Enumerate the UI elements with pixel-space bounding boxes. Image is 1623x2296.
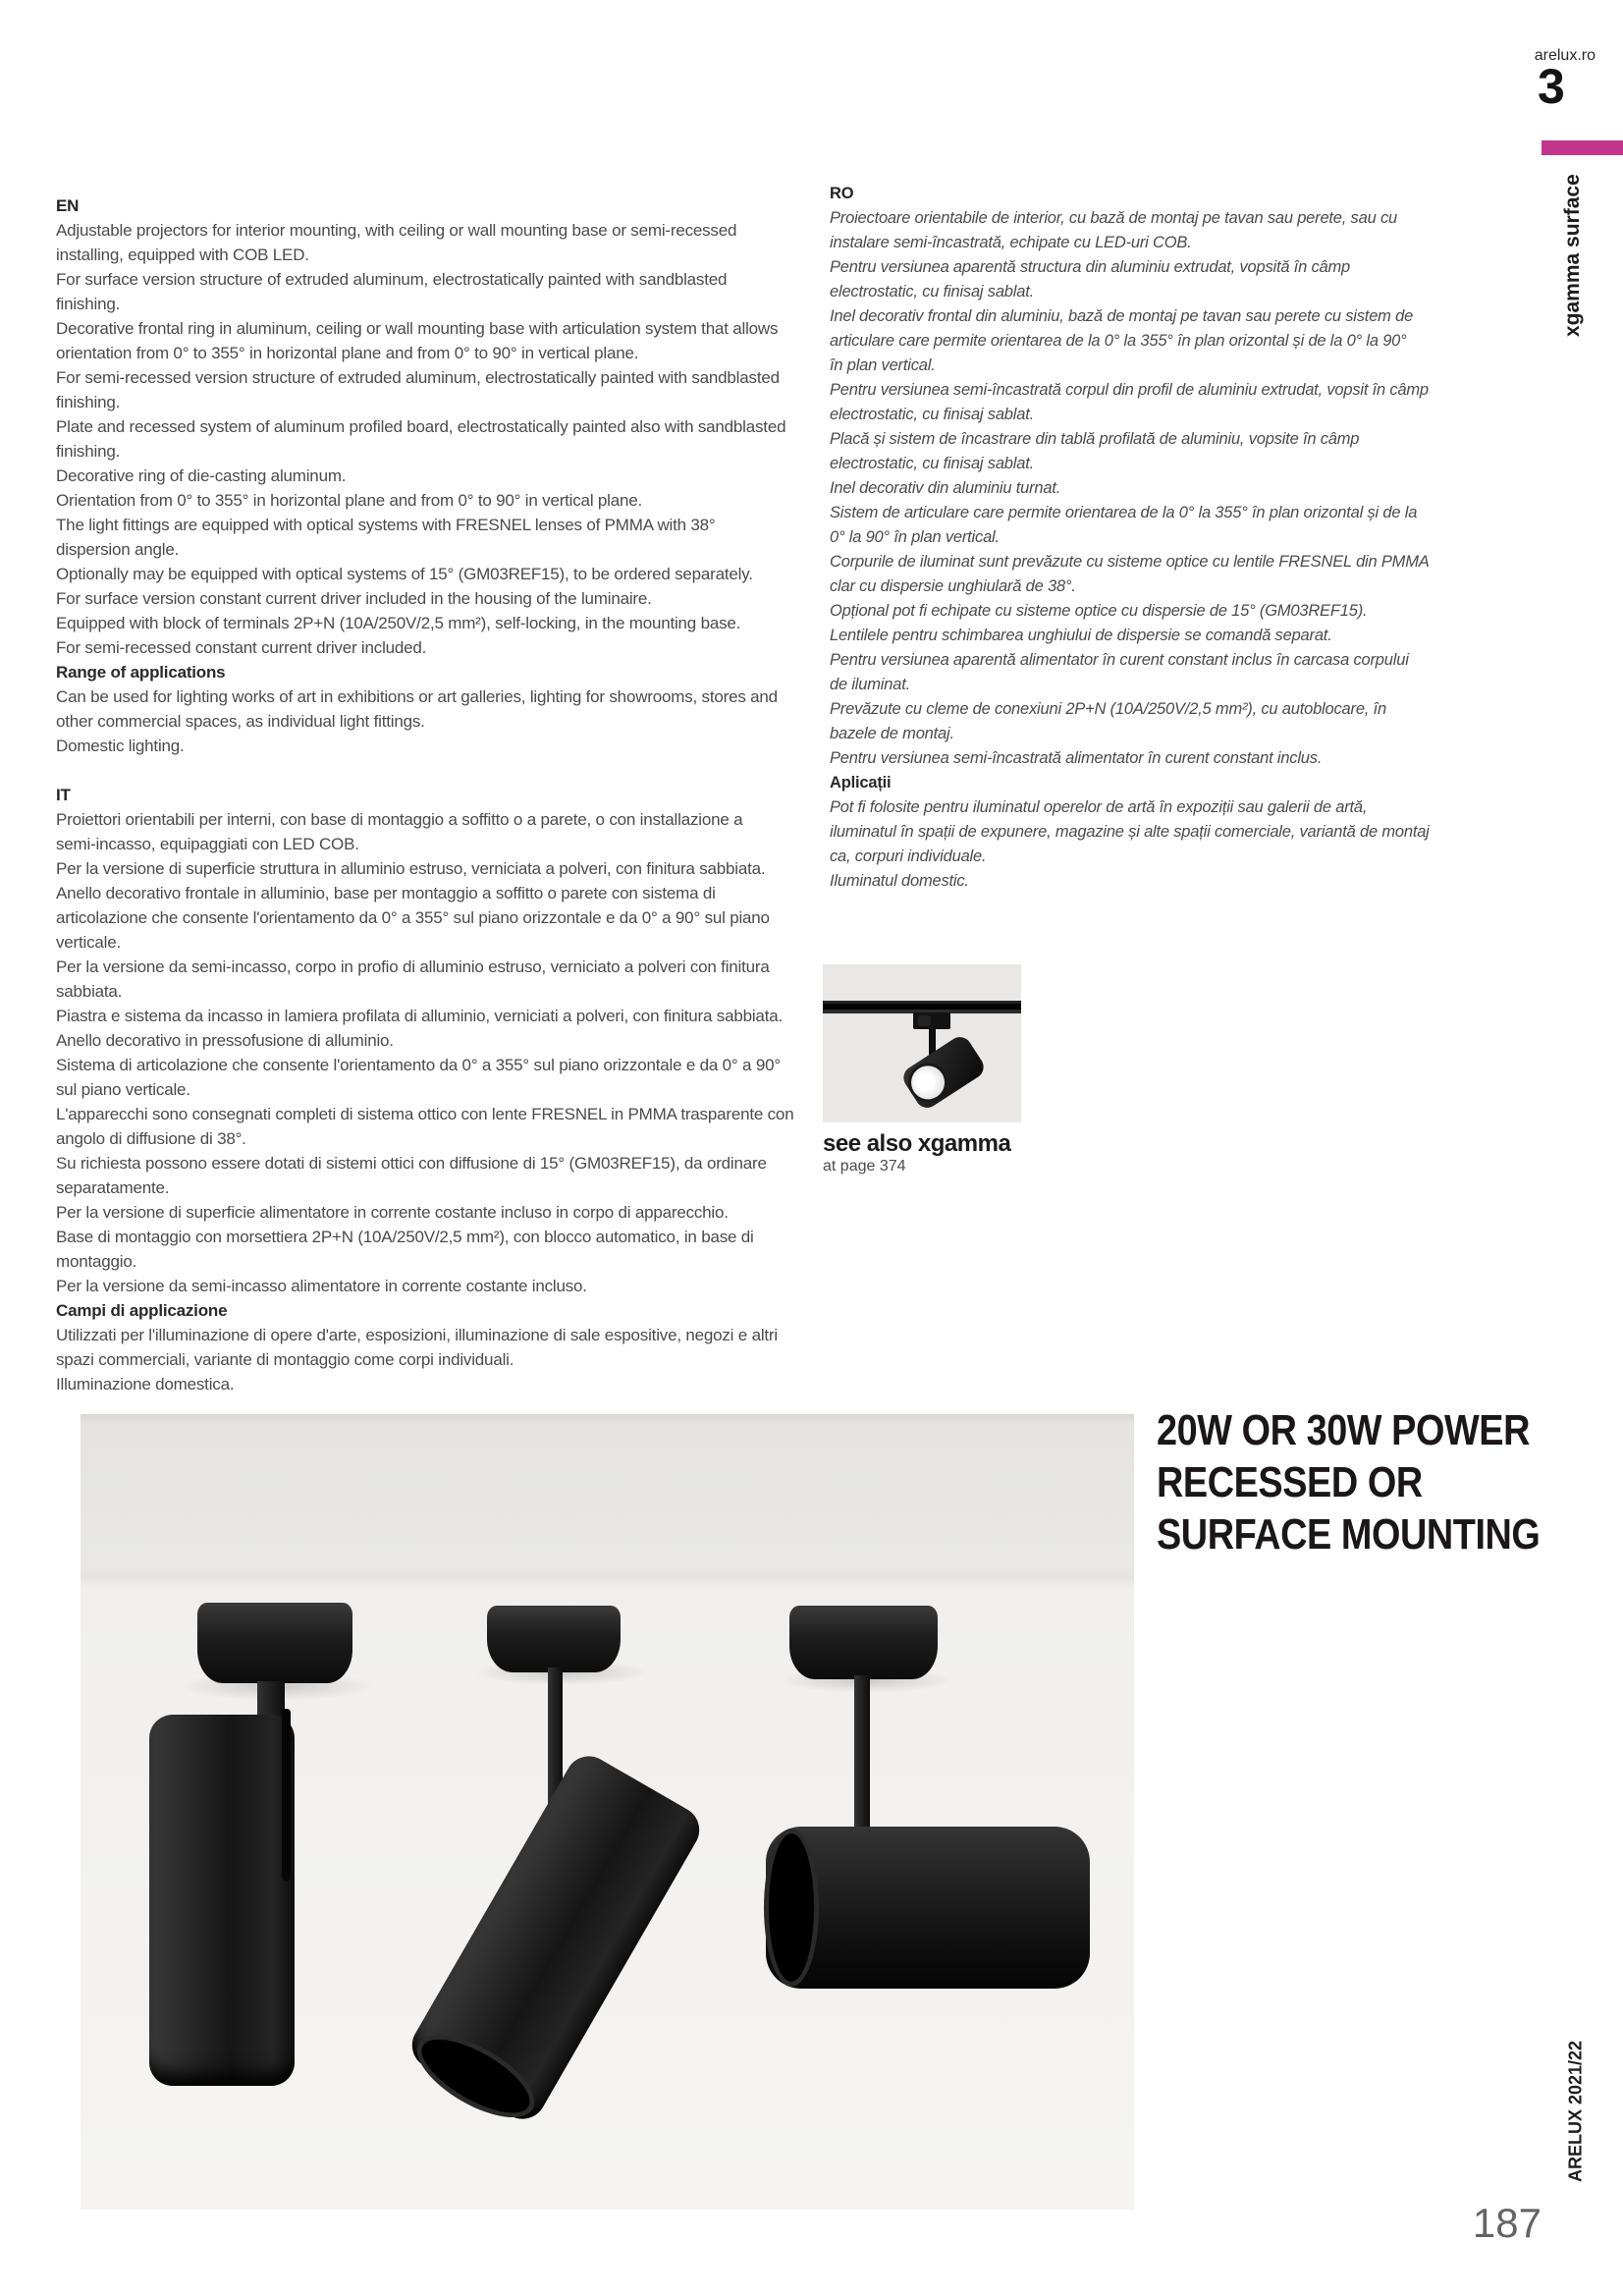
text-line: For surface version structure of extruded aluminum, electrostatically painted with sandblasted — [56, 270, 728, 289]
spotlight-bracket-figure — [282, 1709, 291, 1881]
text-line: Iluminatul domestic. — [830, 872, 969, 890]
see-also-page-ref: at page 374 — [823, 1158, 906, 1175]
headline-line: 20W OR 30W POWER — [1157, 1406, 1530, 1454]
text-line: ca, corpuri individuale. — [830, 847, 987, 865]
catalog-edition-vertical: ARELUX 2021/22 — [1565, 2040, 1586, 2183]
language-heading: RO — [830, 185, 854, 202]
text-line: Pentru versiunea aparentă structura din aluminiu extrudat, vopsită în câmp — [830, 258, 1350, 276]
text-line: semi-incasso, equipaggiati con LED COB. — [56, 835, 359, 853]
spotlight-body-figure — [149, 1715, 295, 2086]
accent-bar — [1542, 140, 1623, 155]
chapter-number: 3 — [1538, 59, 1564, 114]
text-line: electrostatic, cu finisaj sablat. — [830, 455, 1034, 472]
column-spacer — [56, 758, 793, 783]
spotlight-stem-figure — [854, 1675, 870, 1832]
text-line: For semi-recessed constant current driver included. — [56, 638, 427, 657]
text-line: Su richiesta possono essere dotati di sistemi ottici con diffusione di 15° (GM03REF15), da ordinare — [56, 1154, 767, 1173]
text-line: electrostatic, cu finisaj sablat. — [830, 406, 1034, 423]
product-photo — [81, 1414, 1134, 2210]
text-line: bazele de montaj. — [830, 725, 954, 742]
page-number: 187 — [1472, 2200, 1542, 2246]
text-line: Per la versione di superficie alimentatore in corrente costante incluso in corpo di apparecchio. — [56, 1203, 729, 1222]
see-also-block — [823, 964, 1029, 1176]
text-line: instalare semi-încastrată, echipate cu LED-uri COB. — [830, 234, 1192, 251]
text-line: Prevăzute cu cleme de conexiuni 2P+N (10A/250V/2,5 mm²), cu autoblocare, în — [830, 700, 1386, 718]
text-line: clar cu dispersie unghiulară de 38°. — [830, 577, 1076, 595]
text-line: Base di montaggio con morsettiera 2P+N (10A/250V/2,5 mm²), con blocco automatico, in base di — [56, 1228, 754, 1246]
text-line: Campi di applicazione — [56, 1301, 228, 1320]
text-line: Range of applications — [56, 663, 226, 682]
text-line: iluminatul în spații de expunere, magazine și alte spații comerciale, variantă de montaj — [830, 823, 1430, 841]
text-line: Inel decorativ frontal din aluminiu, bază de montaj pe tavan sau perete cu sistem de — [830, 307, 1414, 325]
text-line: Proiettori orientabili per interni, con base di montaggio a soffitto o a parete, o con installazione a — [56, 810, 743, 829]
text-line: 0° la 90° în plan vertical. — [830, 528, 1000, 546]
spotlight-canopy-figure — [789, 1606, 938, 1679]
text-line: Can be used for lighting works of art in exhibitions or art galleries, lighting for showrooms, stores and — [56, 687, 778, 706]
spotlight-lens-opening-figure — [764, 1829, 819, 1987]
text-line: Adjustable projectors for interior mounting, with ceiling or wall mounting base or semi-recessed — [56, 221, 737, 240]
spotlight-canopy-figure — [487, 1606, 621, 1672]
text-line: Pentru versiunea semi-încastrată alimentator în curent constant inclus. — [830, 749, 1323, 767]
text-line: angolo di diffusione di 38°. — [56, 1129, 246, 1148]
headline-line: SURFACE MOUNTING — [1157, 1510, 1541, 1558]
text-line: Decorative ring of die-casting aluminum. — [56, 466, 347, 485]
spotlight-joint-figure — [257, 1681, 285, 1719]
text-line: installing, equipped with COB LED. — [56, 246, 309, 264]
text-line: spazi commerciali, variante di montaggio come corpi individuali. — [56, 1350, 514, 1369]
track-adapter-knob-figure — [918, 1015, 931, 1026]
ro-text-column — [830, 182, 1430, 894]
text-line: The light fittings are equipped with optical systems with FRESNEL lenses of PMMA with 38° — [56, 516, 716, 534]
text-line: Sistem de articulare care permite orientarea de la 0° la 355° în plan orizontal și de la — [830, 504, 1418, 521]
text-line: articulare care permite orientarea de la 0° la 355° în plan orizontal și de la 0° la 90° — [830, 332, 1407, 350]
text-line: Decorative frontal ring in aluminum, ceiling or wall mounting base with articulation system that allows — [56, 319, 779, 338]
spotlight-body-figure — [766, 1827, 1090, 1989]
text-line: Aplicații — [830, 774, 892, 792]
text-line: For surface version constant current driver included in the housing of the luminaire. — [56, 589, 652, 608]
text-line: Equipped with block of terminals 2P+N (10A/250V/2,5 mm²), self-locking, in the mounting base. — [56, 614, 741, 632]
it-description-block — [56, 783, 793, 1396]
left-text-column — [56, 193, 793, 1396]
website-url: arelux.ro — [1534, 47, 1596, 64]
text-line: Corpurile de iluminat sunt prevăzute cu sisteme optice cu lentile FRESNEL din PMMA — [830, 553, 1430, 571]
text-line: Orientation from 0° to 355° in horizontal plane and from 0° to 90° in vertical plane. — [56, 491, 643, 510]
text-line: Per la versione di superficie struttura in alluminio estruso, verniciata a polveri, con finitura sabbiata. — [56, 859, 766, 878]
text-line: dispersion angle. — [56, 540, 180, 559]
text-line: sul piano verticale. — [56, 1080, 190, 1099]
text-line: separatamente. — [56, 1178, 170, 1197]
text-line: L'apparecchi sono consegnati completi di sistema ottico con lente FRESNEL in PMMA trasparente con — [56, 1105, 794, 1123]
headline — [1157, 1404, 1540, 1560]
text-line: For semi-recessed version structure of extruded aluminum, electrostatically painted with sandblasted — [56, 368, 780, 387]
text-line: Pentru versiunea semi-încastrată corpul din profil de aluminiu extrudat, vopsit în câmp — [830, 381, 1429, 399]
text-line: Anello decorativo in pressofusione di alluminio. — [56, 1031, 394, 1050]
text-line: verticale. — [56, 933, 122, 952]
text-line: în plan vertical. — [830, 356, 936, 374]
en-description-block — [56, 193, 793, 758]
text-line: de iluminat. — [830, 676, 910, 693]
text-line: finishing. — [56, 393, 121, 411]
text-line: articolazione che consente l'orientamento da 0° a 355° sul piano orizzontale e da 0° a 90° sul piano — [56, 908, 770, 927]
text-line: Lentilele pentru schimbarea unghiului de dispersie se comandă separat. — [830, 627, 1332, 644]
text-line: Illuminazione domestica. — [56, 1375, 235, 1394]
track-spotlight-figure — [899, 1032, 988, 1112]
text-line: Pot fi folosite pentru iluminatul operelor de artă în expoziții sau galerii de artă, — [830, 798, 1368, 816]
text-line: Inel decorativ din aluminiu turnat. — [830, 479, 1061, 497]
spotlight-lens-figure — [905, 1060, 951, 1106]
text-line: electrostatic, cu finisaj sablat. — [830, 283, 1034, 301]
spotlight-canopy-figure — [197, 1603, 352, 1683]
xgamma-track-thumbnail — [823, 964, 1021, 1122]
text-line: Optionally may be equipped with optical systems of 15° (GM03REF15), to be ordered separately. — [56, 565, 753, 583]
text-line: Sistema di articolazione che consente l'orientamento da 0° a 355° sul piano orizzontale e da 0° a 90° — [56, 1056, 781, 1074]
text-line: Piastra e sistema da incasso in lamiera profilata di alluminio, verniciati a polveri, con finitura sabbiata. — [56, 1007, 783, 1025]
language-heading: IT — [56, 786, 71, 804]
text-line: other commercial spaces, as individual light fittings. — [56, 712, 425, 731]
spotlight-lens-opening-figure — [405, 2019, 547, 2134]
text-line: Anello decorativo frontale in alluminio, base per montaggio a soffitto o parete con sistema di — [56, 884, 716, 902]
text-line: orientation from 0° to 355° in horizontal plane and from 0° to 90° in vertical plane. — [56, 344, 639, 362]
text-line: Pentru versiunea aparentă alimentator în curent constant inclus în carcasa corpului — [830, 651, 1409, 669]
spotlight-body-figure — [404, 1748, 708, 2128]
text-line: Utilizzati per l'illuminazione di opere d'arte, esposizioni, illuminazione di sale espositive, negozi e altri — [56, 1326, 778, 1344]
text-line: Placă și sistem de încastrare din tablă profilată de aluminiu, vopsite în câmp — [830, 430, 1360, 448]
text-line: Domestic lighting. — [56, 737, 185, 755]
text-line: sabbiata. — [56, 982, 123, 1001]
text-line: montaggio. — [56, 1252, 137, 1271]
ro-description-block — [830, 182, 1430, 894]
language-heading: EN — [56, 196, 80, 215]
text-line: Per la versione da semi-incasso, corpo in profio di alluminio estruso, verniciato a polveri con finitura — [56, 957, 770, 976]
section-label-vertical: xgamma surface — [1561, 174, 1584, 337]
see-also-title: see also xgamma — [823, 1130, 1011, 1157]
text-line: finishing. — [56, 442, 121, 461]
text-line: Plate and recessed system of aluminum profiled board, electrostatically painted also with sandblasted — [56, 417, 786, 436]
text-line: Per la versione da semi-incasso alimentatore in corrente costante incluso. — [56, 1277, 587, 1295]
headline-line: RECESSED OR — [1157, 1458, 1423, 1506]
text-line: finishing. — [56, 295, 121, 313]
text-line: Opțional pot fi echipate cu sisteme optice cu dispersie de 15° (GM03REF15). — [830, 602, 1368, 620]
text-line: Proiectoare orientabile de interior, cu bază de montaj pe tavan sau perete, sau cu — [830, 209, 1397, 227]
